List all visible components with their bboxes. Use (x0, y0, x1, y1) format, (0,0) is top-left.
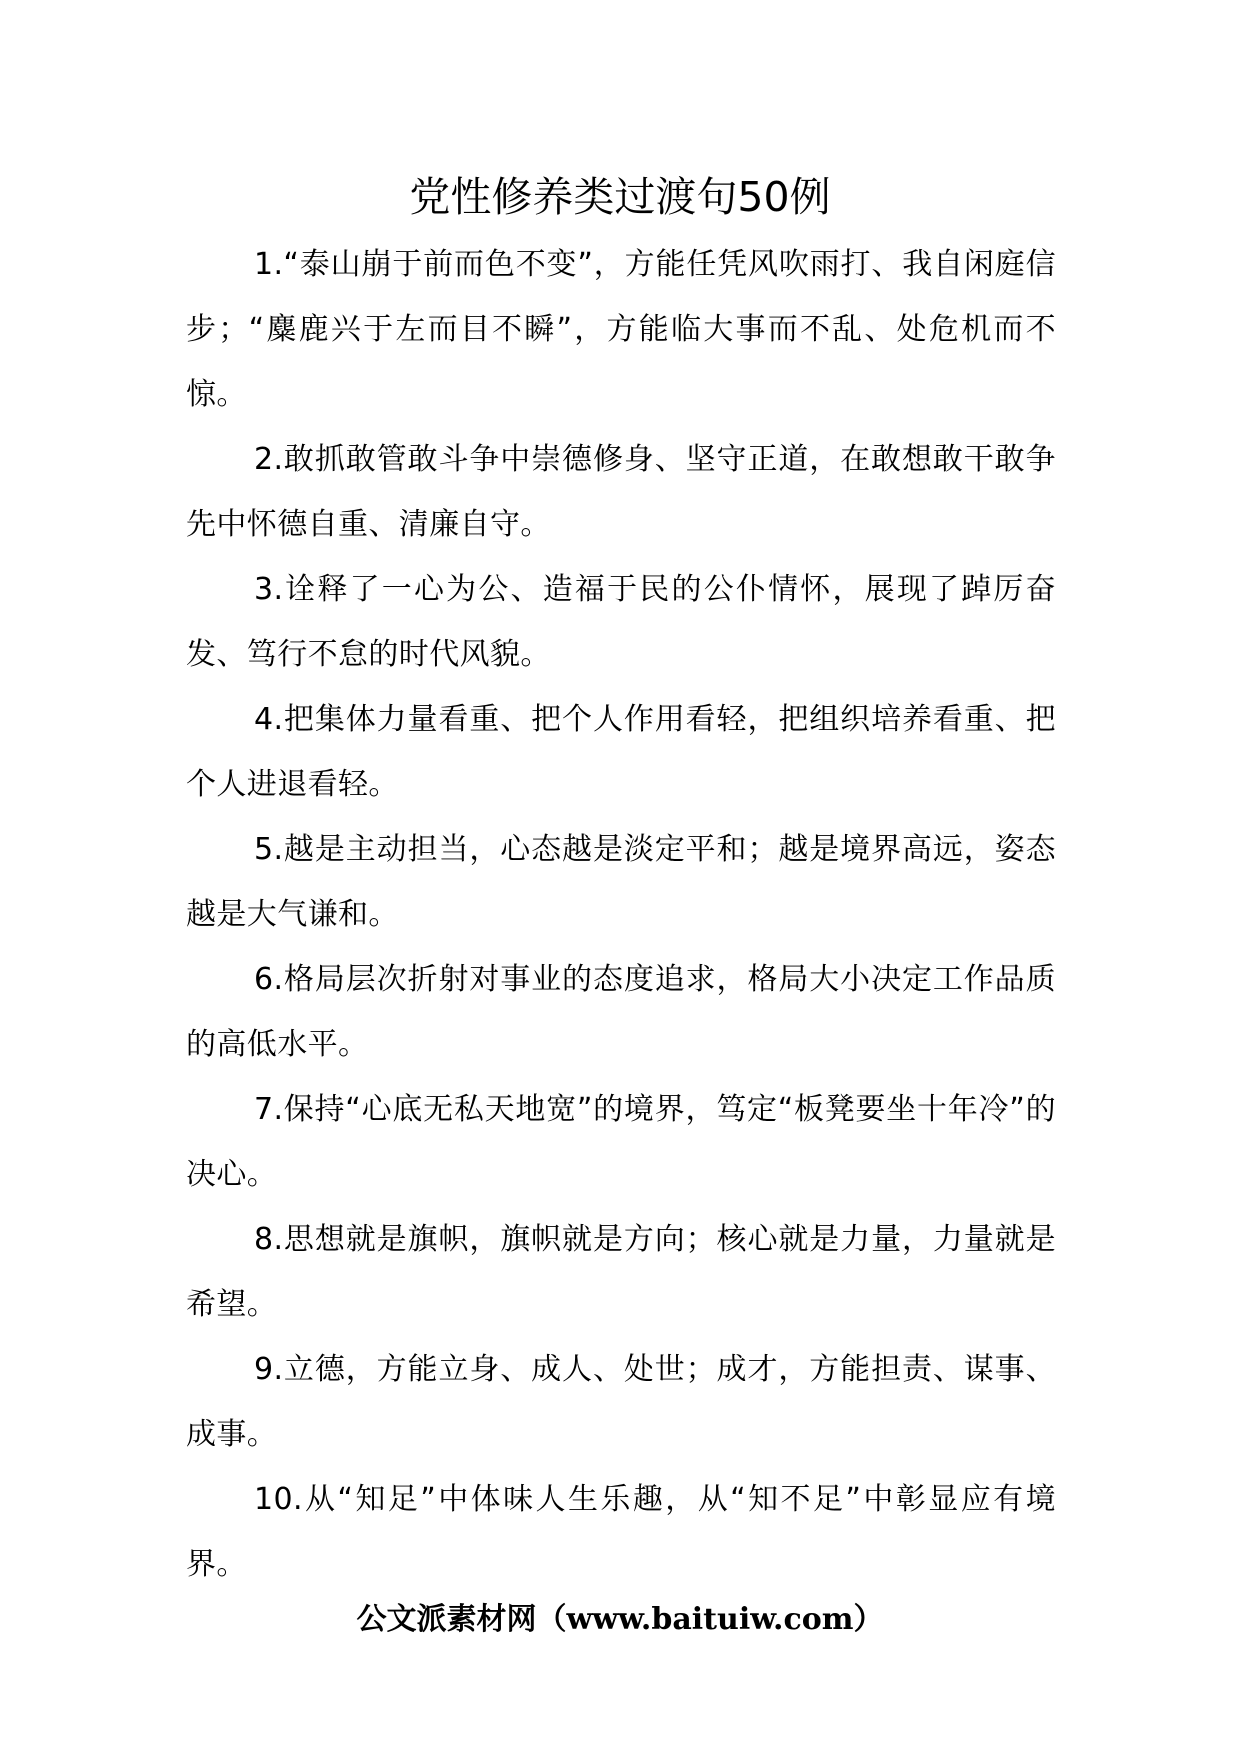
paragraph-8: 8.思想就是旗帜，旗帜就是方向；核心就是力量，力量就是希望。 (186, 1222, 1056, 1322)
paragraph-5: 5.越是主动担当，心态越是淡定平和；越是境界高远，姿态越是大气谦和。 (186, 832, 1056, 932)
paragraph-7: 7.保持“心底无私天地宽”的境界，笃定“板凳要坐十年冷”的决心。 (186, 1092, 1056, 1192)
paragraph-9: 9.立德，方能立身、成人、处世；成才，方能担责、谋事、成事。 (186, 1352, 1056, 1452)
paragraph-10: 10.从“知足”中体味人生乐趣，从“知不足”中彰显应有境界。 (186, 1482, 1056, 1582)
paragraph-1: 1.“泰山崩于前而色不变”，方能任凭风吹雨打、我自闲庭信步；“麋鹿兴于左而目不瞬”，方能临大事而不乱、处危机而不惊。 (186, 247, 1056, 412)
paragraph-4: 4.把集体力量看重、把个人作用看轻，把组织培养看重、把个人进退看轻。 (186, 702, 1056, 802)
paragraph-2: 2.敢抓敢管敢斗争中崇德修身、坚守正道，在敢想敢干敢争先中怀德自重、清廉自守。 (186, 442, 1056, 542)
page-footer: 公文派素材网（www.baituiw.com） (356, 1602, 884, 1637)
document-title: 党性修养类过渡句50例 (409, 173, 831, 221)
document-body (186, 232, 1056, 1597)
paragraph-6: 6.格局层次折射对事业的态度追求，格局大小决定工作品质的高低水平。 (186, 962, 1056, 1062)
paragraph-3: 3.诠释了一心为公、造福于民的公仆情怀，展现了踔厉奋发、笃行不怠的时代风貌。 (186, 572, 1056, 672)
